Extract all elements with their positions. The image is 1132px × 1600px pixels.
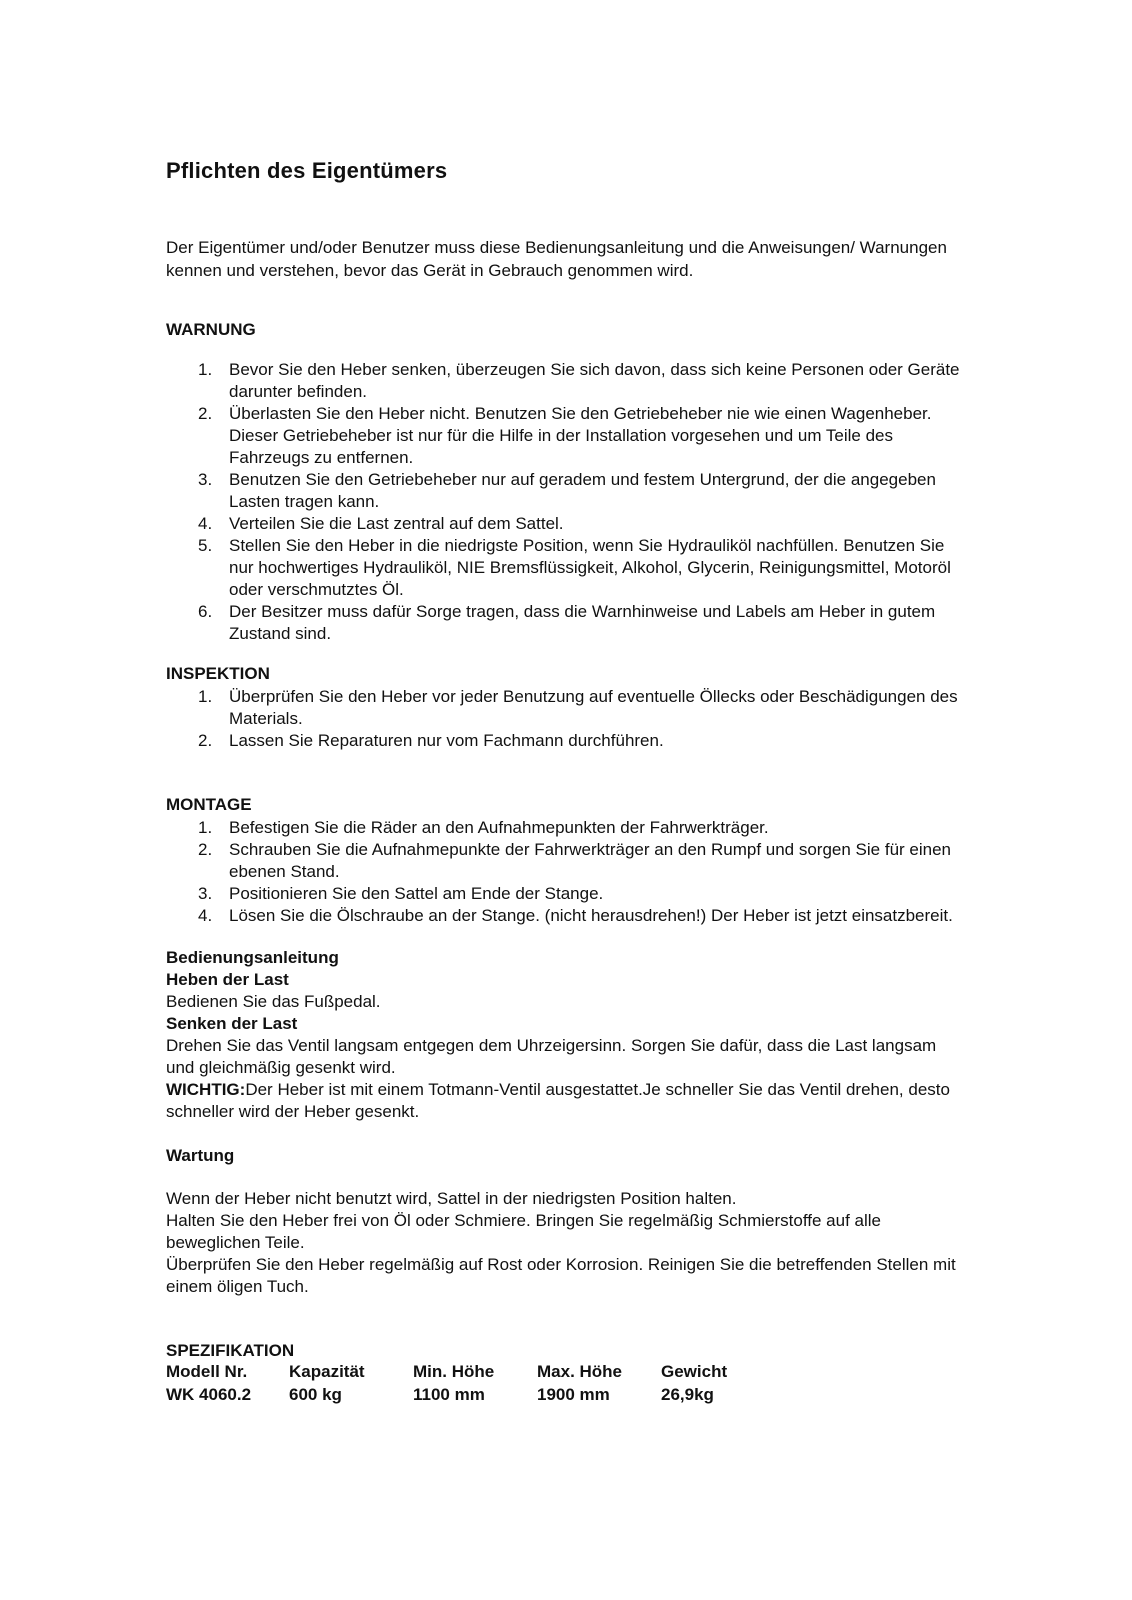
warnung-list [166,359,966,645]
list-text: Schrauben Sie die Aufnahmepunkte der Fahrwerkträger an den Rumpf und sorgen Sie für einen ebenen Stand. [229,840,952,881]
heben-heading: Heben der Last [166,970,289,989]
page-title: Pflichten des Eigentümers [166,158,448,183]
wartung-line: Überprüfen Sie den Heber regelmäßig auf Rost oder Korrosion. Reinigen Sie die betreffenden Stellen mit einem öligen Tuch. [166,1255,956,1296]
list-number: 4. [198,906,213,925]
list-number: 2. [198,840,213,859]
spec-header-cell: Max. Höhe [537,1362,623,1381]
list-item [166,883,966,905]
wartung-heading: Wartung [166,1146,235,1165]
list-text: Bevor Sie den Heber senken, überzeugen Sie sich davon, dass sich keine Personen oder Geräte darunter befinden. [229,360,960,401]
list-number: 3. [198,470,213,489]
list-number: 1. [198,687,213,706]
list-text: Lassen Sie Reparaturen nur vom Fachmann durchführen. [229,731,664,750]
spec-cell: 600 kg [289,1385,342,1404]
spec-header-cell: Kapazität [289,1362,365,1381]
list-number: 1. [198,818,213,837]
list-number: 1. [198,360,213,379]
inspektion-list [166,686,966,752]
bedienung-section [166,947,966,1123]
list-text: Lösen Sie die Ölschraube an der Stange. (nicht herausdrehen!) Der Heber ist jetzt einsatzbereit. [229,906,953,925]
list-number: 2. [198,404,213,423]
spec-header-cell: Min. Höhe [413,1362,495,1381]
list-item [166,601,966,645]
list-item [166,535,966,601]
list-item [166,905,966,927]
wichtig-note [166,1079,966,1123]
list-text: Befestigen Sie die Räder an den Aufnahmepunkten der Fahrwerkträger. [229,818,769,837]
spezifikation-heading: SPEZIFIKATION [166,1341,295,1360]
list-text: Verteilen Sie die Last zentral auf dem Sattel. [229,514,564,533]
spec-cell: 26,9kg [661,1385,714,1404]
wartung-line: Wenn der Heber nicht benutzt wird, Sattel in der niedrigsten Position halten. [166,1189,737,1208]
montage-heading: MONTAGE [166,795,252,814]
senken-text: Drehen Sie das Ventil langsam entgegen dem Uhrzeigersinn. Sorgen Sie dafür, dass die Last langsam und gleichmäßig gesenkt wird. [166,1036,937,1077]
inspektion-heading: INSPEKTION [166,664,270,683]
list-number: 4. [198,514,213,533]
spec-cell: 1900 mm [537,1385,610,1404]
list-text: Stellen Sie den Heber in die niedrigste Position, wenn Sie Hydrauliköl nachfüllen. Benutzen Sie nur hochwertiges Hydrauliköl, NIE Bremsflüssigkeit, Alkohol, Glycerin, Reinigungsmittel, Motoröl oder verschmutztes Öl. [229,536,951,599]
list-item [166,513,966,535]
list-text: Überlasten Sie den Heber nicht. Benutzen Sie den Getriebeheber nie wie einen Wagenheber. Dieser Getriebeheber ist nur für die Hilfe in der Installation vorgesehen und um Teile des Fahrzeugs zu entfernen. [229,404,932,467]
warnung-heading: WARNUNG [166,320,256,339]
wichtig-text: Der Heber ist mit einem Totmann-Ventil ausgestattet.Je schneller Sie das Ventil drehen, desto schneller wird der Heber gesenkt. [166,1080,950,1121]
list-item [166,839,966,883]
wartung-line: Halten Sie den Heber frei von Öl oder Schmiere. Bringen Sie regelmäßig Schmierstoffe auf alle beweglichen Teile. [166,1211,881,1252]
spec-data-row [166,1385,761,1408]
montage-list [166,817,966,927]
list-item [166,403,966,469]
list-item [166,469,966,513]
list-item [166,359,966,403]
list-number: 5. [198,536,213,555]
list-item [166,686,966,730]
spec-table [166,1362,761,1408]
heben-text: Bedienen Sie das Fußpedal. [166,992,381,1011]
spec-cell: 1100 mm [413,1385,485,1404]
list-item [166,817,966,839]
spec-cell: WK 4060.2 [166,1385,252,1404]
list-text: Überprüfen Sie den Heber vor jeder Benutzung auf eventuelle Öllecks oder Beschädigungen des Materials. [229,687,958,728]
list-number: 3. [198,884,213,903]
wichtig-label: WICHTIG: [166,1080,246,1099]
list-text: Positionieren Sie den Sattel am Ende der Stange. [229,884,604,903]
list-number: 6. [198,602,213,621]
bedienung-heading: Bedienungsanleitung [166,948,339,967]
intro-paragraph: Der Eigentümer und/oder Benutzer muss diese Bedienungsanleitung und die Anweisungen/ Warnungen kennen und verstehen, bevor das Gerät in Gebrauch genommen wird. [166,238,947,280]
senken-heading: Senken der Last [166,1014,298,1033]
spec-header-row [166,1362,761,1385]
list-text: Benutzen Sie den Getriebeheber nur auf geradem und festem Untergrund, der die angegeben Lasten tragen kann. [229,470,936,511]
spec-header-cell: Gewicht [661,1362,728,1381]
spec-header-cell: Modell Nr. [166,1362,248,1381]
list-text: Der Besitzer muss dafür Sorge tragen, dass die Warnhinweise und Labels am Heber in gutem Zustand sind. [229,602,936,643]
list-item [166,730,966,752]
wartung-text [166,1188,966,1298]
list-number: 2. [198,731,213,750]
